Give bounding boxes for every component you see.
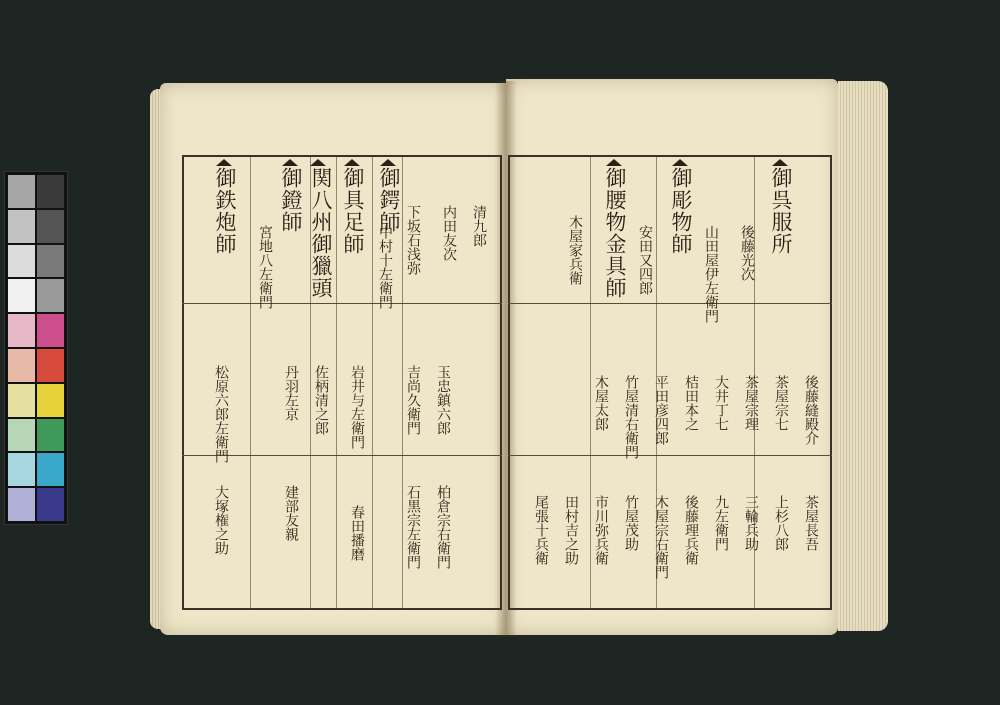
color-swatch (37, 384, 64, 417)
heading-gun-smith: 御鉄炮師 (213, 167, 237, 255)
name-entry: 佐柄清之郎 (313, 365, 329, 435)
roof-mark (310, 159, 326, 166)
name-entry: 松原六郎左衛門 (213, 365, 229, 463)
heading-engraver: 御彫物師 (669, 167, 693, 255)
name-entry: 後藤縫殿介 (803, 375, 819, 445)
color-swatch (8, 419, 35, 452)
column-separator (336, 155, 337, 610)
color-swatch (8, 175, 35, 208)
heading-armor-smith: 御具足師 (341, 167, 365, 255)
roof-mark (380, 159, 396, 166)
name-entry: 春田播磨 (349, 505, 365, 561)
roof-mark (672, 159, 688, 166)
name-entry: 後藤理兵衛 (683, 495, 699, 565)
name-entry: 柏倉宗右衛門 (435, 485, 451, 569)
right-page-edge (838, 81, 888, 631)
name-entry: 吉尚久衛門 (405, 365, 421, 435)
name-entry: 竹屋清右衛門 (623, 375, 639, 459)
name-entry: 大塚権之助 (213, 485, 229, 555)
name-entry: 丹羽左京 (283, 365, 299, 421)
color-swatch (8, 314, 35, 347)
right-row-divider-2 (508, 455, 832, 456)
column-separator (250, 155, 251, 610)
color-swatch (37, 453, 64, 486)
roof-mark (282, 159, 298, 166)
color-swatch (8, 210, 35, 243)
roof-mark (772, 159, 788, 166)
roof-mark (606, 159, 622, 166)
color-calibration-card (4, 171, 68, 525)
color-swatch (8, 349, 35, 382)
name-entry: 市川弥兵衛 (593, 495, 609, 565)
color-swatch (37, 419, 64, 452)
color-swatch (8, 488, 35, 521)
heading-tsuba-smith: 御鍔師 (377, 167, 401, 233)
name-entry: 三輪兵助 (743, 495, 759, 551)
right-row-divider-1 (508, 303, 832, 304)
name-entry: 大井丁七 (713, 375, 729, 431)
name-entry: 平田彦四郎 (653, 375, 669, 445)
name-entry: 中村十左衛門 (377, 225, 393, 309)
color-swatch (8, 279, 35, 312)
name-entry: 石黒宗左衛門 (405, 485, 421, 569)
color-swatch (37, 175, 64, 208)
roof-mark (344, 159, 360, 166)
name-entry: 竹屋茂助 (623, 495, 639, 551)
name-entry: 岩井与左衛門 (349, 365, 365, 449)
color-swatch (37, 210, 64, 243)
color-swatch (8, 245, 35, 278)
name-entry: 木屋家兵衛 (567, 215, 583, 285)
column-separator (372, 155, 373, 610)
roof-mark (216, 159, 232, 166)
color-swatch (37, 279, 64, 312)
name-entry: 下坂石浅弥 (405, 205, 421, 275)
name-entry: 上杉八郎 (773, 495, 789, 551)
color-swatch (37, 488, 64, 521)
name-entry: 宮地八左衛門 (257, 225, 273, 309)
name-entry: 桔田本之 (683, 375, 699, 431)
heading-kanhasshu-hunter: 関八州御獵頭 (309, 167, 333, 299)
heading-sword-fittings-smith: 御腰物金具師 (603, 167, 627, 299)
left-row-divider-1 (182, 303, 502, 304)
name-entry: 田村吉之助 (563, 495, 579, 565)
name-entry: 内田友次 (441, 205, 457, 261)
name-entry: 茶屋長吾 (803, 495, 819, 551)
name-entry: 安田又四郎 (637, 225, 653, 295)
heading-stirrup-smith: 御鐙師 (279, 167, 303, 233)
open-book (150, 75, 900, 645)
color-swatch (37, 314, 64, 347)
name-entry: 建部友親 (283, 485, 299, 541)
name-entry: 玉忠鎮六郎 (435, 365, 451, 435)
name-entry: 木屋太郎 (593, 375, 609, 431)
color-swatch (8, 453, 35, 486)
color-swatch (8, 384, 35, 417)
name-entry: 後藤光次 (739, 225, 755, 281)
name-entry: 九左衛門 (713, 495, 729, 551)
color-swatch (37, 245, 64, 278)
name-entry: 清九郎 (471, 205, 487, 247)
name-entry: 茶屋宗七 (773, 375, 789, 431)
name-entry: 茶屋宗理 (743, 375, 759, 431)
color-swatch (37, 349, 64, 382)
heading-gofuku-dokoro: 御呉服所 (769, 167, 793, 255)
name-entry: 山田屋伊左衛門 (703, 225, 719, 323)
name-entry: 木屋宗右衛門 (653, 495, 669, 579)
name-entry: 尾張十兵衛 (533, 495, 549, 565)
